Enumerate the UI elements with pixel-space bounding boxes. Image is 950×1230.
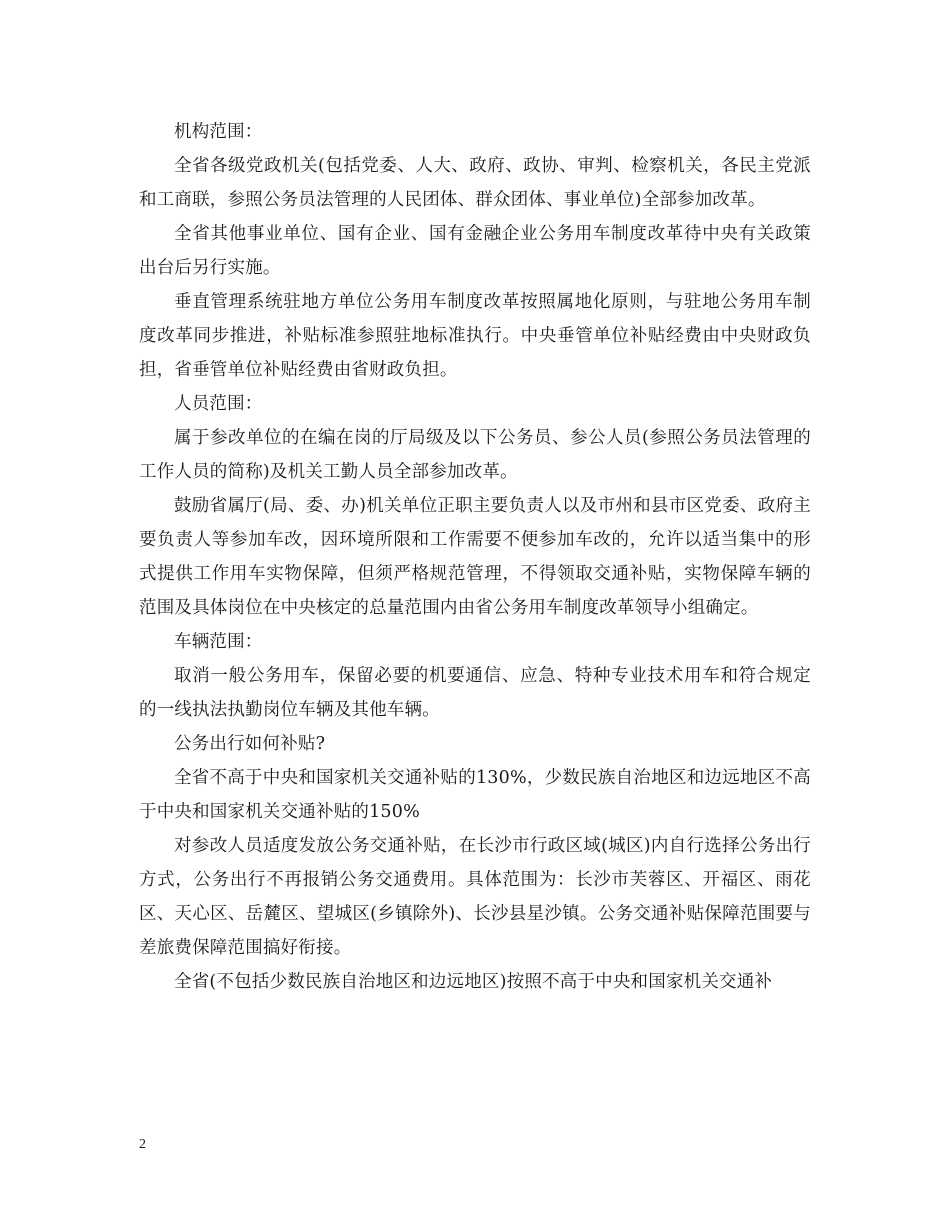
paragraph: 取消一般公务用车，保留必要的机要通信、应急、特种专业技术用车和符合规定的一线执法执勤岗位车辆及其他车辆。 [139, 666, 811, 720]
section-heading-vehicle-scope: 车辆范围： [174, 632, 263, 652]
section-heading-personnel-scope: 人员范围： [174, 394, 263, 414]
paragraph: 鼓励省属厅(局、委、办)机关单位正职主要负责人以及市州和县市区党委、政府主要负责人等参加车改，因环境所限和工作需要不便参加车改的，允许以适当集中的形式提供工作用车实物保障，但须严格规范管理，不得领取交通补贴，实物保障车辆的范围及具体岗位在中央核定的总量范围内由省公务用车制度改革领导小组确定。 [139, 496, 811, 618]
paragraph: 全省(不包括少数民族自治地区和边远地区)按照不高于中央和国家机关交通补 [174, 972, 773, 992]
page-number: 2 [139, 1137, 146, 1152]
paragraph: 全省不高于中央和国家机关交通补贴的130%，少数民族自治地区和边远地区不高于中央和国家机关交通补贴的150% [139, 768, 811, 822]
section-heading-institution-scope: 机构范围： [174, 122, 263, 142]
paragraph: 垂直管理系统驻地方单位公务用车制度改革按照属地化原则，与驻地公务用车制度改革同步推进，补贴标准参照驻地标准执行。中央垂管单位补贴经费由中央财政负担，省垂管单位补贴经费由省财政负担。 [139, 292, 811, 380]
paragraph: 全省其他事业单位、国有企业、国有金融企业公务用车制度改革待中央有关政策出台后另行实施。 [139, 224, 811, 278]
paragraph: 全省各级党政机关(包括党委、人大、政府、政协、审判、检察机关，各民主党派和工商联，参照公务员法管理的人民团体、群众团体、事业单位)全部参加改革。 [139, 156, 811, 210]
paragraph: 属于参改单位的在编在岗的厅局级及以下公务员、参公人员(参照公务员法管理的工作人员的简称)及机关工勤人员全部参加改革。 [139, 428, 811, 482]
section-heading-subsidy-question: 公务出行如何补贴? [174, 734, 326, 754]
document-body [139, 115, 811, 999]
paragraph: 对参改人员适度发放公务交通补贴，在长沙市行政区域(城区)内自行选择公务出行方式，公务出行不再报销公务交通费用。具体范围为：长沙市芙蓉区、开福区、雨花区、天心区、岳麓区、望城区(乡镇除外)、长沙县星沙镇。公务交通补贴保障范围要与差旅费保障范围搞好衔接。 [139, 836, 811, 958]
